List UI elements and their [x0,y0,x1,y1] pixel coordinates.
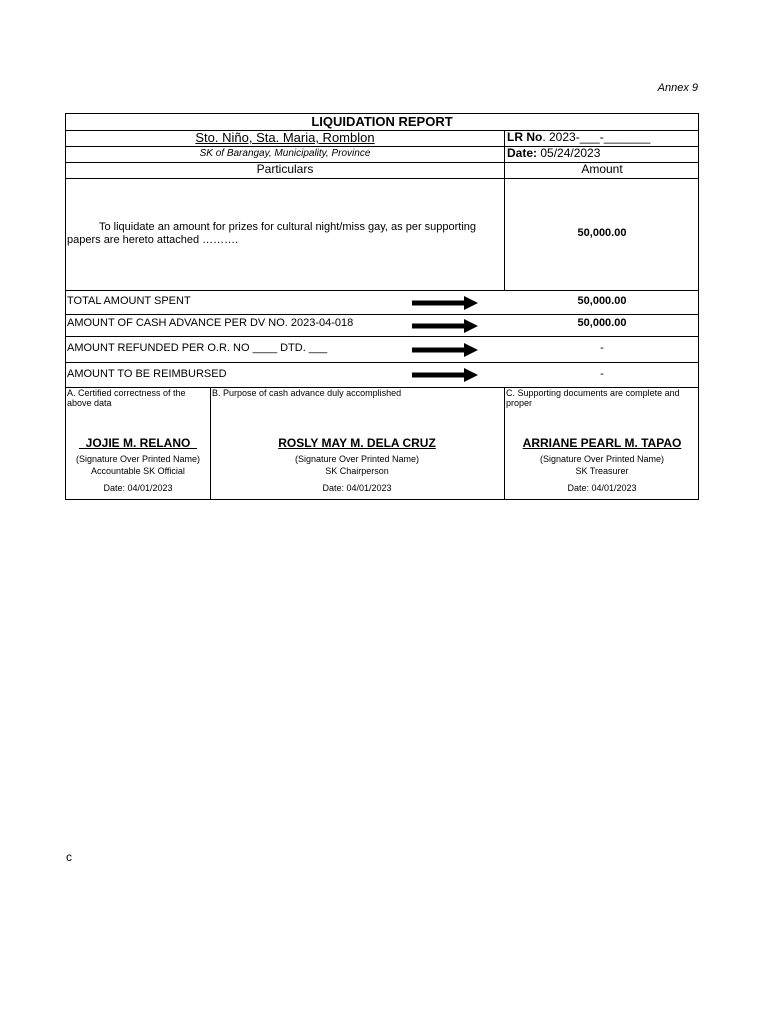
arrow-right-icon [412,296,478,310]
barangay-address: Sto. Niño, Sta. Maria, Romblon [195,130,375,145]
row-total-amount-spent: TOTAL AMOUNT SPENT [67,295,191,307]
certification-c-heading: C. Supporting documents are complete and proper [506,388,680,408]
signatory-c-name: ARRIANE PEARL M. TAPAO [522,436,682,450]
lr-number-value: . 2023-___-_______ [542,130,651,144]
signatory-b-date: Date: 04/01/2023 [322,483,392,493]
rule [66,178,698,179]
row-cash-advance: AMOUNT OF CASH ADVANCE PER DV NO. 2023-04-018 [67,317,354,329]
row-amount-reimbursed: AMOUNT TO BE REIMBURSED [67,368,227,380]
signatory-c-caption: (Signature Over Printed Name) [539,454,665,464]
rule [66,314,698,315]
signatory-a-name: _JOJIE M. RELANO_ [78,436,198,450]
certification-b-heading: B. Purpose of cash advance duly accomplished [212,388,402,398]
signatory-b-name: ROSLY MAY M. DELA CRUZ [278,436,436,450]
arrow-right-icon [412,319,478,333]
signatory-b-caption: (Signature Over Printed Name) [294,454,420,464]
lr-number [507,131,650,145]
lr-number-label: LR No [507,130,543,144]
particulars-text: To liquidate an amount for prizes for cultural night/miss gay, as per supporting papers are hereto attached ………. [67,221,477,247]
particulars-amount: 50,000.00 [577,227,627,239]
date-value: 05/24/2023 [537,146,601,160]
date-label: Date: [507,146,538,160]
liquidation-report-table [65,113,699,500]
signatory-a-role: Accountable SK Official [91,466,185,476]
arrow-right-icon [412,368,478,382]
column-divider [504,130,505,291]
cash-advance-value: 50,000.00 [577,317,627,329]
signatory-a-date: Date: 04/01/2023 [103,483,173,493]
certification-a-heading: A. Certified correctness of the above data [67,388,186,408]
particulars-header: Particulars [256,162,314,176]
rule [66,290,698,291]
amount-header: Amount [581,162,623,176]
total-amount-spent-value: 50,000.00 [577,295,627,307]
amount-refunded-value: - [600,342,604,354]
report-date [507,147,600,161]
signatory-a-caption: (Signature Over Printed Name) [75,454,201,464]
annex-label: Annex 9 [657,82,698,94]
signatory-b-role: SK Chairperson [325,466,389,476]
signatory-c-date: Date: 04/01/2023 [567,483,637,493]
report-title: LIQUIDATION REPORT [311,114,453,129]
sk-caption: SK of Barangay, Municipality, Province [199,148,371,159]
rule [66,146,698,147]
row-amount-refunded: AMOUNT REFUNDED PER O.R. NO ____ DTD. ___ [67,342,328,354]
rule [66,336,698,337]
amount-reimbursed-value: - [600,368,604,380]
rule [66,362,698,363]
signatory-c-role: SK Treasurer [575,466,629,476]
arrow-right-icon [412,343,478,357]
footer-mark: c [66,850,72,864]
